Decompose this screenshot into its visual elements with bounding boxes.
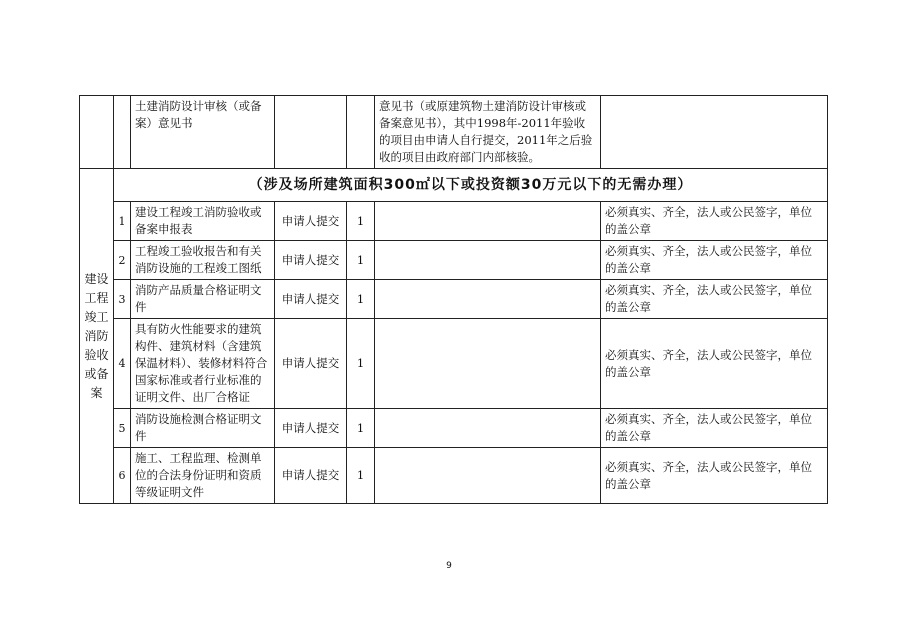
category-label: 建设工程竣工消防验收或备案 [80,169,114,504]
table-row [80,409,828,448]
item-material: 建设工程竣工消防验收或备案申报表 [131,202,275,241]
item-number: 6 [114,448,131,504]
table-row [80,319,828,409]
item-number: 2 [114,241,131,280]
item-number: 5 [114,409,131,448]
item-requirement: 必须真实、齐全，法人或公民签字，单位的盖公章 [601,409,828,448]
item-source: 申请人提交 [275,280,347,319]
item-count: 1 [347,280,375,319]
table-row [80,448,828,504]
item-notes [375,280,601,319]
item-count: 1 [347,319,375,409]
item-material: 工程竣工验收报告和有关消防设施的工程竣工图纸 [131,241,275,280]
item-notes [375,448,601,504]
category-cell [80,96,114,169]
item-count: 1 [347,241,375,280]
exemption-notice: （涉及场所建筑面积300㎡以下或投资额30万元以下的无需办理） [114,169,828,202]
item-requirement: 必须真实、齐全，法人或公民签字，单位的盖公章 [601,202,828,241]
item-notes [375,241,601,280]
item-requirement: 必须真实、齐全，法人或公民签字，单位的盖公章 [601,241,828,280]
item-requirement: 必须真实、齐全，法人或公民签字，单位的盖公章 [601,319,828,409]
requirements-table [79,95,828,504]
material-cell: 土建消防设计审核（或备案）意见书 [131,96,275,169]
item-source: 申请人提交 [275,448,347,504]
table-row [80,202,828,241]
item-number: 3 [114,280,131,319]
source-cell [275,96,347,169]
item-notes [375,202,601,241]
table-row [80,96,828,169]
table-row [80,241,828,280]
page-number: 9 [446,561,452,571]
item-count: 1 [347,202,375,241]
item-material: 消防设施检测合格证明文件 [131,409,275,448]
item-count: 1 [347,448,375,504]
notes-cell: 意见书（或原建筑物土建消防设计审核或备案意见书），其中1998年-2011年验收的项目由申请人自行提交，2011年之后验收的项目由政府部门内部核验。 [375,96,601,169]
item-number: 4 [114,319,131,409]
item-source: 申请人提交 [275,241,347,280]
item-source: 申请人提交 [275,319,347,409]
requirement-cell [601,96,828,169]
item-source: 申请人提交 [275,409,347,448]
item-material: 具有防火性能要求的建筑构件、建筑材料（含建筑保温材料）、装修材料符合国家标准或者行业标准的证明文件、出厂合格证 [131,319,275,409]
item-requirement: 必须真实、齐全，法人或公民签字，单位的盖公章 [601,280,828,319]
item-number: 1 [114,202,131,241]
item-material: 施工、工程监理、检测单位的合法身份证明和资质等级证明文件 [131,448,275,504]
count-cell [347,96,375,169]
item-notes [375,319,601,409]
item-material: 消防产品质量合格证明文件 [131,280,275,319]
number-cell [114,96,131,169]
item-source: 申请人提交 [275,202,347,241]
table-row [80,169,828,202]
item-count: 1 [347,409,375,448]
table-row [80,280,828,319]
item-notes [375,409,601,448]
item-requirement: 必须真实、齐全，法人或公民签字，单位的盖公章 [601,448,828,504]
